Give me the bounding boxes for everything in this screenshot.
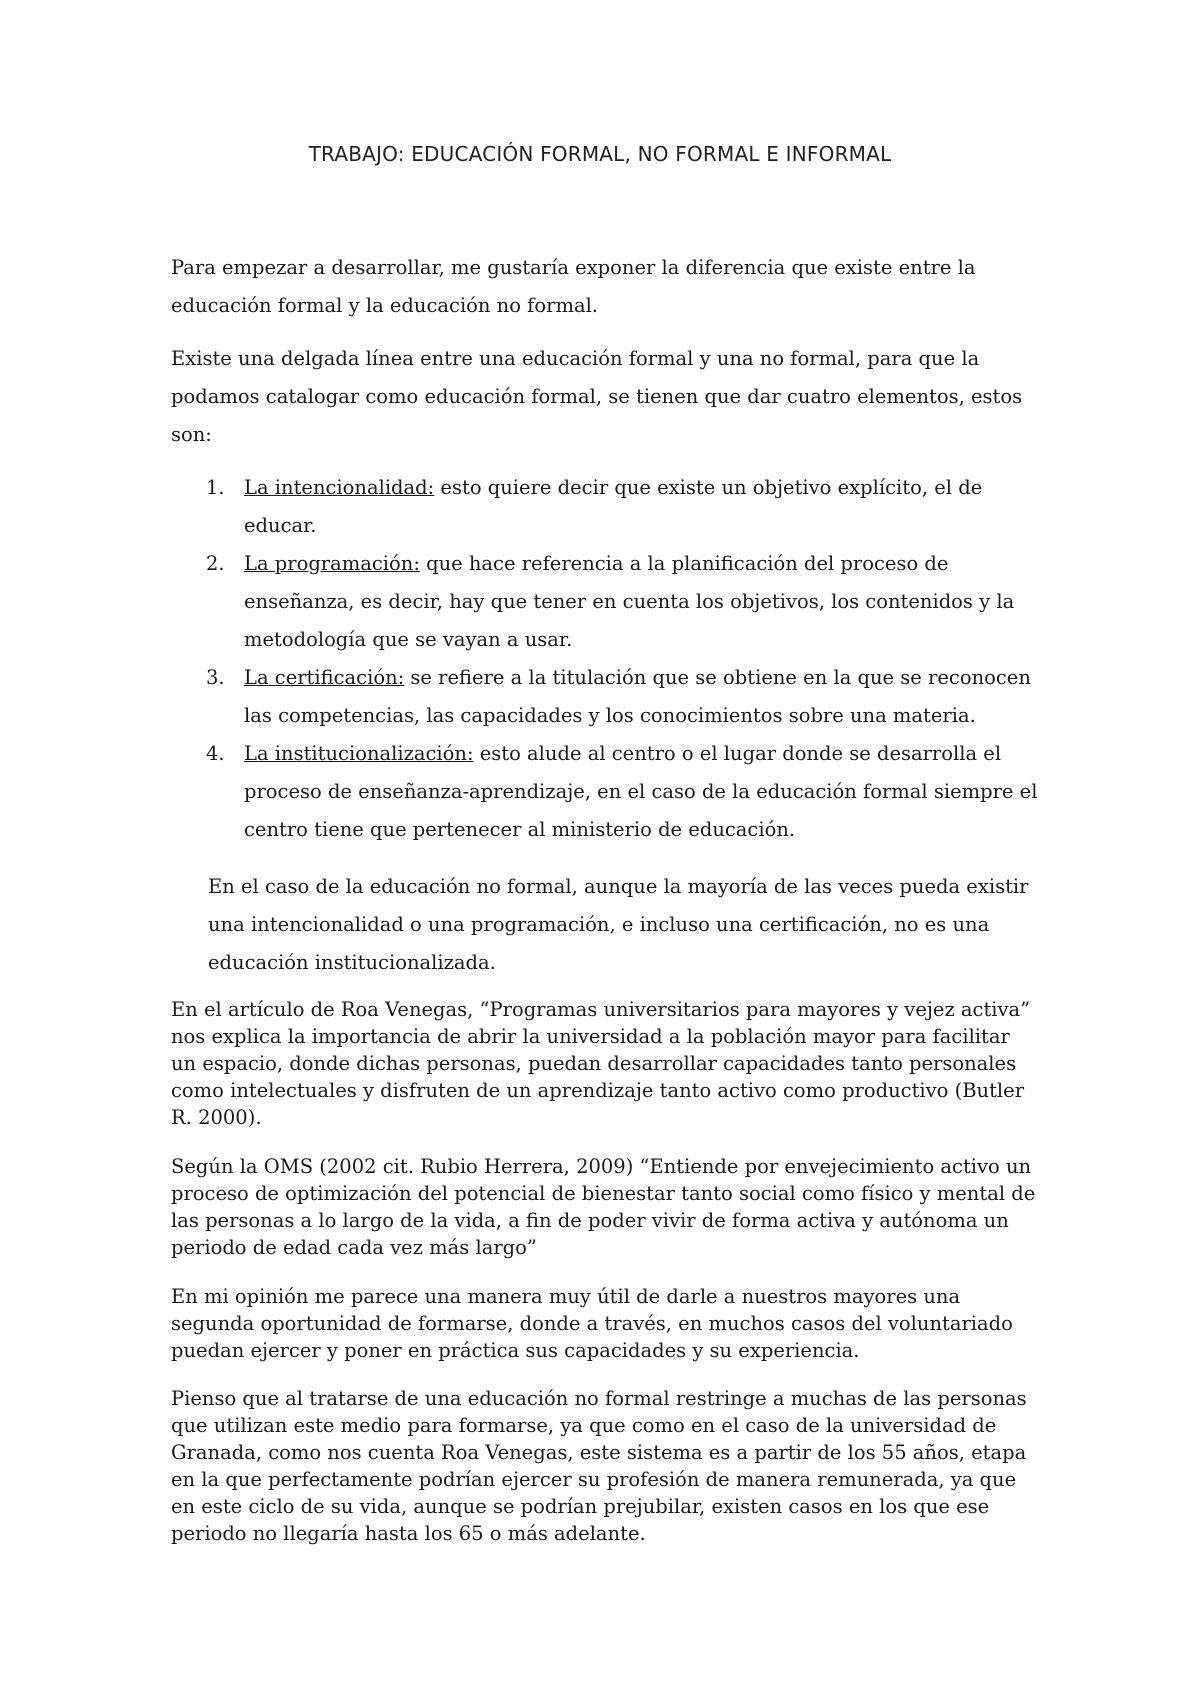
list-item-number: 3. [206, 666, 225, 689]
list-item [171, 545, 1041, 659]
list-item-term: La intencionalidad: [244, 476, 435, 499]
list-item-text: esto quiere decir que existe un objetivo explícito, el de educar. [244, 476, 983, 537]
intro-paragraph-2: Existe una delgada línea entre una educación formal y una no formal, para que la podamos catalogar como educación formal, se tienen que dar cuatro elementos, estos son: [171, 347, 1023, 446]
list-item-number: 1. [206, 476, 225, 499]
list-item-term: La institucionalización: [244, 742, 474, 765]
paragraph-block-1 [171, 996, 1041, 1131]
list-item-text: esto alude al centro o el lugar donde se desarrolla el proceso de enseñanza-aprendizaje, en el caso de la educación formal siempre el centro tiene que pertenecer al ministerio de educación. [244, 742, 1038, 841]
body-paragraph: En mi opinión me parece una manera muy útil de darle a nuestros mayores una segunda oportunidad de formarse, donde a través, en muchos casos del voluntariado puedan ejercer y poner en práctica sus capacidades y su experiencia. [171, 1285, 1013, 1362]
list-item [171, 659, 1041, 735]
paragraph-block-2 [171, 1153, 1041, 1261]
document-title: TRABAJO: EDUCACIÓN FORMAL, NO FORMAL E INFORMAL [308, 142, 892, 166]
list-item [171, 735, 1041, 849]
paragraph-block-3 [171, 1283, 1041, 1364]
paragraph-block-4 [171, 1385, 1041, 1547]
intro-paragraph-1: Para empezar a desarrollar, me gustaría exponer la diferencia que existe entre la educación formal y la educación no formal. [171, 256, 976, 317]
elements-list [171, 469, 1041, 849]
body-paragraph: Según la OMS (2002 cit. Rubio Herrera, 2009) “Entiende por envejecimiento activo un proceso de optimización del potencial de bienestar tanto social como físico y mental de las personas a lo largo de la vida, a fin de poder vivir de forma activa y autónoma un periodo de edad cada vez más largo” [171, 1155, 1036, 1259]
body-paragraph: Pienso que al tratarse de una educación no formal restringe a muchas de las personas que utilizan este medio para formarse, ya que como en el caso de la universidad de Granada, como nos cuenta Roa Venegas, este sistema es a partir de los 55 años, etapa en la que perfectamente podrían ejercer su profesión de manera remunerada, ya que en este ciclo de su vida, aunque se podrían prejubilar, existen casos en los que ese periodo no llegaría hasta los 65 o más adelante. [171, 1387, 1027, 1545]
list-item-term: La programación: [244, 552, 420, 575]
body-paragraph: En el artículo de Roa Venegas, “Programas universitarios para mayores y vejez activa” nos explica la importancia de abrir la universidad a la población mayor para facilitar un espacio, donde dichas personas, puedan desarrollar capacidades tanto personales como intelectuales y disfruten de un aprendizaje tanto activo como productivo (Butler R. 2000). [171, 998, 1031, 1129]
after-list-paragraph: En el caso de la educación no formal, aunque la mayoría de las veces pueda existir una intencionalidad o una programación, e incluso una certificación, no es una educación institucionalizada. [208, 875, 1029, 974]
list-item-text: se refiere a la titulación que se obtiene en la que se reconocen las competencias, las capacidades y los conocimientos sobre una materia. [244, 666, 1031, 727]
list-item-term: La certificación: [244, 666, 405, 689]
list-item-text: que hace referencia a la planificación del proceso de enseñanza, es decir, hay que tener en cuenta los objetivos, los contenidos y la metodología que se vayan a usar. [244, 552, 1015, 651]
list-item [171, 469, 1041, 545]
intro-block-2 [171, 340, 1041, 454]
list-item-number: 2. [206, 552, 225, 575]
intro-block [171, 249, 1041, 325]
list-item-number: 4. [206, 742, 225, 765]
